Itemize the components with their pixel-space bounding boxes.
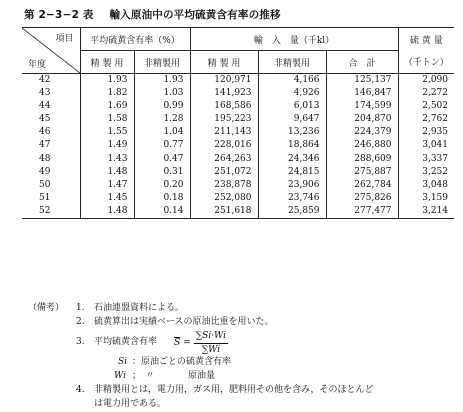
formula-numerator: ∑Si·Wi xyxy=(194,330,228,344)
header-sulfur-amount: 硫 黄 量 xyxy=(398,28,454,51)
cell-year: 47 xyxy=(39,140,51,151)
corner-cell xyxy=(22,28,80,74)
cell-avg-refining: 1.82 xyxy=(80,87,134,100)
cell-import-total: 146,847 xyxy=(326,87,398,100)
cell-sulfur-amount: 2,762 xyxy=(398,113,454,126)
cell-year: 43 xyxy=(39,88,51,99)
table-row xyxy=(22,87,454,100)
header-avg-sulfur: 平均硫黄含有率（%） xyxy=(80,28,190,51)
cell-sulfur-amount: 2,272 xyxy=(398,87,454,100)
cell-import-total: 246,880 xyxy=(326,139,398,152)
cell-import-total: 125,137 xyxy=(326,74,398,88)
cell-import-refining: 238,878 xyxy=(190,179,258,192)
cell-year: 50 xyxy=(39,179,51,190)
cell-avg-nonrefining: 0.14 xyxy=(134,205,190,219)
cell-sulfur-amount: 3,337 xyxy=(398,153,454,166)
cell-import-nonrefining: 9,647 xyxy=(258,113,326,126)
cell-avg-nonrefining: 0.31 xyxy=(134,166,190,179)
cell-import-nonrefining: 13,236 xyxy=(258,126,326,139)
cell-year: 48 xyxy=(39,153,51,164)
table-title xyxy=(24,7,281,22)
cell-avg-refining: 1.48 xyxy=(80,205,134,219)
note-3-si xyxy=(22,356,454,370)
cell-import-nonrefining: 18,864 xyxy=(258,139,326,152)
cell-import-refining: 251,618 xyxy=(190,205,258,219)
formula-denominator: ∑Wi xyxy=(201,345,221,355)
corner-year-label: 年度 xyxy=(28,60,47,70)
cell-avg-refining: 1.69 xyxy=(80,100,134,113)
cell-import-total: 174,599 xyxy=(326,100,398,113)
note-4-text-a: 非精製用とは，電力用，ガス用，肥料用その他を含み，そのほとんど xyxy=(94,385,374,395)
si-symbol: Si xyxy=(118,357,128,367)
cell-avg-refining: 1.45 xyxy=(80,192,134,205)
cell-avg-nonrefining: 1.93 xyxy=(134,74,190,88)
note-3-wi xyxy=(22,370,454,384)
wi-ditto: ； 〃 xyxy=(132,371,155,381)
cell-year: 46 xyxy=(39,127,51,138)
table-row xyxy=(22,192,454,205)
cell-import-refining: 251,072 xyxy=(190,166,258,179)
table-row xyxy=(22,153,454,166)
sub-unit: （千トン） xyxy=(398,51,454,74)
cell-avg-refining: 1.43 xyxy=(80,153,134,166)
cell-sulfur-amount: 3,214 xyxy=(398,205,454,219)
table-row xyxy=(22,126,454,139)
cell-import-total: 288,609 xyxy=(326,153,398,166)
note-1-text: 石油連盟資料による。 xyxy=(94,303,185,313)
sub-nonrefining-2: 非精製用 xyxy=(258,51,326,74)
note-4-cont xyxy=(22,398,454,412)
header-row-2 xyxy=(22,51,454,74)
cell-import-total: 262,784 xyxy=(326,179,398,192)
note-2-number: 2. xyxy=(76,317,85,327)
cell-avg-nonrefining: 1.03 xyxy=(134,87,190,100)
cell-sulfur-amount: 3,252 xyxy=(398,166,454,179)
cell-import-total: 275,887 xyxy=(326,166,398,179)
cell-avg-nonrefining: 0.20 xyxy=(134,179,190,192)
cell-avg-nonrefining: 1.28 xyxy=(134,113,190,126)
cell-import-refining: 252,080 xyxy=(190,192,258,205)
cell-import-nonrefining: 23,746 xyxy=(258,192,326,205)
note-4-number: 4. xyxy=(76,385,85,395)
cell-avg-refining: 1.49 xyxy=(80,139,134,152)
cell-import-total: 277,477 xyxy=(326,205,398,219)
cell-year: 42 xyxy=(39,75,51,85)
cell-import-refining: 168,586 xyxy=(190,100,258,113)
cell-import-refining: 195,223 xyxy=(190,113,258,126)
sulfur-formula xyxy=(174,330,228,357)
table-row xyxy=(22,179,454,192)
cell-avg-refining: 1.55 xyxy=(80,126,134,139)
cell-avg-refining: 1.48 xyxy=(80,166,134,179)
cell-import-nonrefining: 25,859 xyxy=(258,205,326,219)
table-title-text: 輸入原油中の平均硫黄含有率の推移 xyxy=(109,9,281,21)
header-import: 輸 入 量（千kl） xyxy=(190,28,398,51)
note-3-number: 3. xyxy=(76,337,85,347)
table-row xyxy=(22,100,454,113)
note-3-text: 平均硫黄含有率 xyxy=(94,337,158,347)
wi-text: 原油量 xyxy=(188,371,216,381)
cell-year: 52 xyxy=(39,205,51,216)
cell-import-nonrefining: 24,346 xyxy=(258,153,326,166)
notes xyxy=(22,302,454,412)
note-4 xyxy=(22,384,454,398)
table-row xyxy=(22,139,454,152)
cell-import-refining: 211,143 xyxy=(190,126,258,139)
cell-avg-refining: 1.47 xyxy=(80,179,134,192)
note-2-text: 硫黄算出は実績ベースの原油比重を用いた。 xyxy=(94,317,274,327)
formula-equals: = xyxy=(183,338,191,348)
cell-import-nonrefining: 4,166 xyxy=(258,74,326,88)
cell-sulfur-amount: 3,159 xyxy=(398,192,454,205)
note-2 xyxy=(22,316,454,330)
si-text: ：原油ごとの硫黄含有率 xyxy=(132,357,232,367)
cell-avg-nonrefining: 0.77 xyxy=(134,139,190,152)
cell-import-total: 275,826 xyxy=(326,192,398,205)
note-1 xyxy=(22,302,454,316)
table-number: 第 2−3−2 表 xyxy=(24,9,94,21)
table-row xyxy=(22,113,454,126)
cell-sulfur-amount: 2,935 xyxy=(398,126,454,139)
formula-lhs: $\overline{S}$ xyxy=(174,338,181,348)
cell-import-nonrefining: 6,013 xyxy=(258,100,326,113)
note-3 xyxy=(22,330,454,356)
sub-refining-2: 精 製 用 xyxy=(190,51,258,74)
cell-import-nonrefining: 24,815 xyxy=(258,166,326,179)
formula-fraction xyxy=(194,330,228,357)
cell-import-refining: 141,923 xyxy=(190,87,258,100)
cell-year: 51 xyxy=(39,192,51,203)
cell-year: 44 xyxy=(39,101,51,112)
cell-import-refining: 120,971 xyxy=(190,74,258,88)
cell-import-refining: 264,263 xyxy=(190,153,258,166)
sulfur-table xyxy=(22,27,454,219)
corner-item-label: 項目 xyxy=(55,34,74,44)
cell-avg-nonrefining: 0.18 xyxy=(134,192,190,205)
table-row xyxy=(22,205,454,219)
header-row-1 xyxy=(22,28,454,51)
wi-symbol: Wi xyxy=(114,371,126,381)
sub-refining-1: 精 製 用 xyxy=(80,51,134,74)
sub-nonrefining-1: 非精製用 xyxy=(134,51,190,74)
table-row xyxy=(22,166,454,179)
cell-import-nonrefining: 23,906 xyxy=(258,179,326,192)
cell-avg-refining: 1.93 xyxy=(80,74,134,88)
cell-sulfur-amount: 3,041 xyxy=(398,139,454,152)
cell-import-refining: 228,016 xyxy=(190,139,258,152)
cell-sulfur-amount: 2,502 xyxy=(398,100,454,113)
notes-head: （備考） xyxy=(28,303,65,313)
cell-year: 49 xyxy=(39,166,51,177)
cell-avg-refining: 1.58 xyxy=(80,113,134,126)
cell-sulfur-amount: 2,090 xyxy=(398,74,454,88)
table-body xyxy=(22,74,454,219)
sub-total: 合 計 xyxy=(326,51,398,74)
cell-import-total: 224,379 xyxy=(326,126,398,139)
cell-year: 45 xyxy=(39,114,51,125)
table-row xyxy=(22,74,454,88)
cell-avg-nonrefining: 0.99 xyxy=(134,100,190,113)
cell-import-nonrefining: 4,926 xyxy=(258,87,326,100)
cell-import-total: 204,870 xyxy=(326,113,398,126)
cell-sulfur-amount: 3,048 xyxy=(398,179,454,192)
note-4-text-b: は電力用である。 xyxy=(94,399,167,409)
note-1-number: 1. xyxy=(76,303,85,313)
cell-avg-nonrefining: 1.04 xyxy=(134,126,190,139)
cell-avg-nonrefining: 0.47 xyxy=(134,153,190,166)
